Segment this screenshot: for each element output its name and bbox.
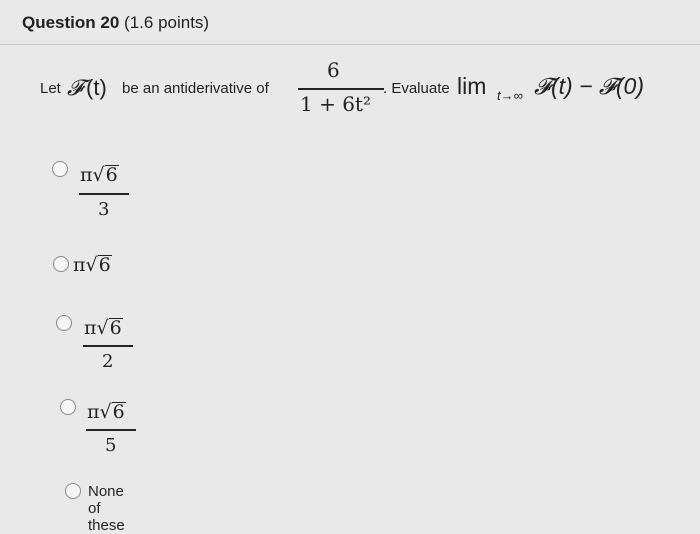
limit-lim: lim [457,73,487,99]
question-points: (1.6 points) [124,13,210,32]
option-1-numerator: π√6 [80,164,118,186]
question-header [22,13,209,33]
radio-button-option-3[interactable] [56,315,72,331]
option-3-fraction-bar [83,345,133,347]
option-4-fraction-bar [86,429,136,431]
prompt-text-evaluate: . Evaluate [383,80,450,97]
option-3-numerator: π√6 [84,317,122,339]
limit-subscript: t→∞ [497,88,523,103]
prompt-let: Let [40,80,61,97]
header-divider [0,44,700,45]
option-4-denominator: 5 [105,435,117,456]
question-prompt [40,55,690,125]
fraction-bar [298,88,384,90]
radio-button-option-2[interactable] [53,256,69,272]
option-1-denominator: 3 [98,199,110,220]
option-2-math: π√6 [73,254,111,276]
radio-button-option-5[interactable] [65,483,81,499]
prompt-text-antiderivative: be an antiderivative of [122,80,269,97]
question-number: Question 20 [22,13,120,32]
option-5-label: None of these [88,483,125,534]
fraction-denominator: 1 + 6t² [300,92,371,116]
option-1-fraction-bar [79,193,129,195]
limit-expression: 𝓕(t) − 𝓕(0) [534,73,644,99]
radio-button-option-4[interactable] [60,399,76,415]
option-4-numerator: π√6 [87,401,125,423]
radio-button-option-1[interactable] [52,161,68,177]
option-3-denominator: 2 [102,351,114,372]
prompt-F-symbol: 𝓕 [67,75,84,100]
fraction-numerator: 6 [327,58,340,82]
prompt-t-paren: (t) [86,75,107,100]
